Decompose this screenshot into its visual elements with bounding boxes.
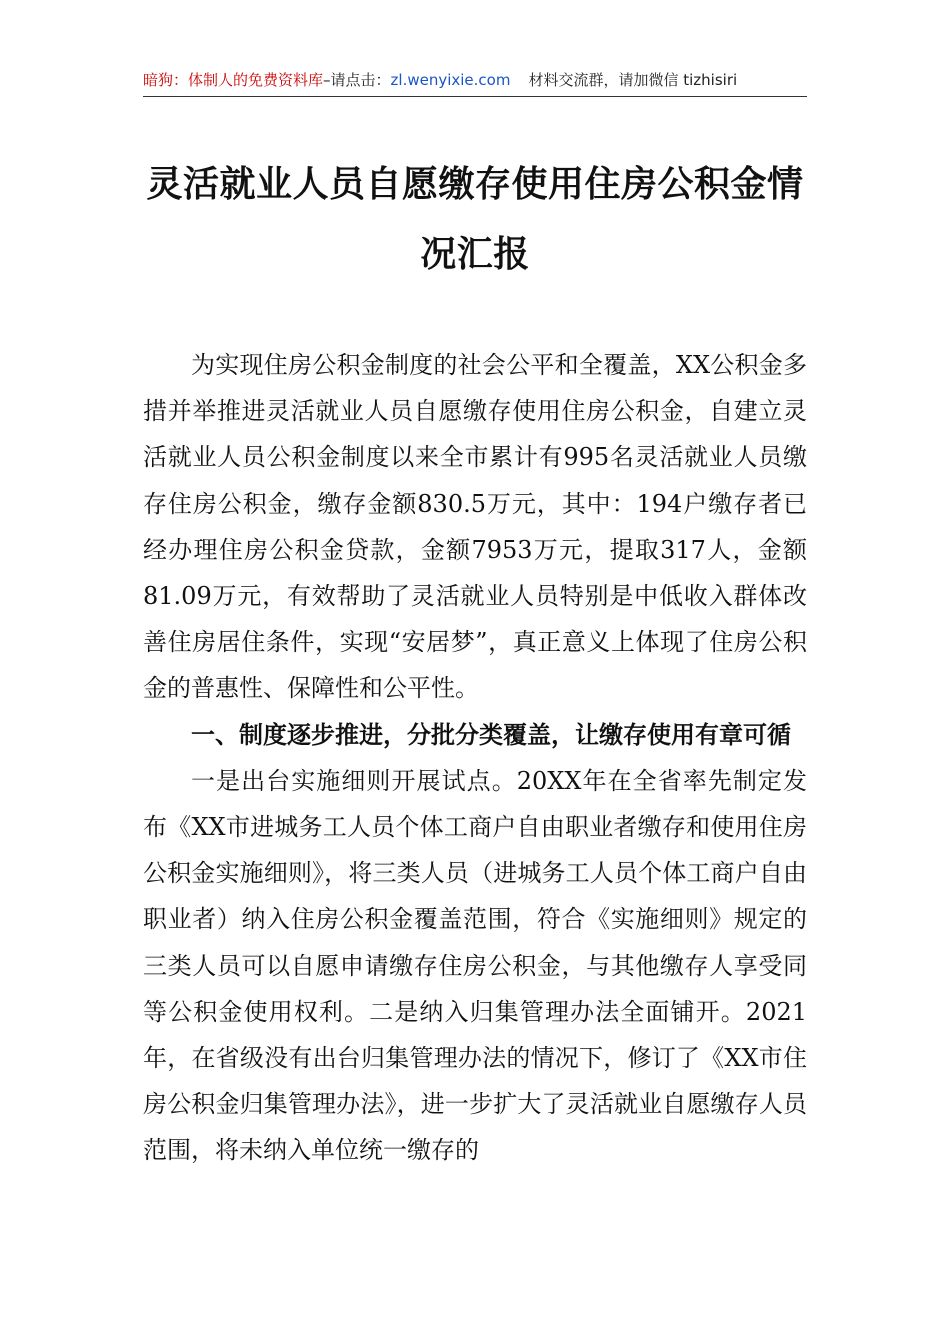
document-body xyxy=(143,342,807,1174)
document-title: 灵活就业人员自愿缴存使用住房公积金情况汇报 xyxy=(146,164,804,275)
header-site-link[interactable]: zl.wenyixie.com xyxy=(390,71,511,89)
header-site-prefix: 暗狗：体制人的免费资料库 xyxy=(143,71,324,89)
header-contact-text: 材料交流群，请加微信 tizhisiri xyxy=(528,71,738,89)
header-divider xyxy=(143,96,807,97)
section-1-paragraph: 一是出台实施细则开展试点。20XX年在全省率先制定发布《XX市进城务工人员个体工商户自由职业者缴存和使用住房公积金实施细则》，将三类人员（进城务工人员个体工商户自由职业者）纳入住房公积金覆盖范围，符合《实施细则》规定的三类人员可以自愿申请缴存住房公积金，与其他缴存人享受同等公积金使用权利。二是纳入归集管理办法全面铺开。2021年，在省级没有出台归集管理办法的情况下，修订了《XX市住房公积金归集管理办法》，进一步扩大了灵活就业自愿缴存人员范围，将未纳入单位统一缴存的 xyxy=(143,766,807,1165)
section-heading-1: 一、制度逐步推进，分批分类覆盖，让缴存使用有章可循 xyxy=(191,720,791,749)
header-click-prompt: –请点击： xyxy=(323,71,391,89)
watermark-header xyxy=(143,66,807,94)
intro-paragraph: 为实现住房公积金制度的社会公平和全覆盖，XX公积金多措并举推进灵活就业人员自愿缴存使用住房公积金，自建立灵活就业人员公积金制度以来全市累计有995名灵活就业人员缴存住房公积金，缴存金额830.5万元，其中：194户缴存者已经办理住房公积金贷款，金额7953万元，提取317人，金额81.09万元，有效帮助了灵活就业人员特别是中低收入群体改善住房居住条件，实现“安居梦”，真正意义上体现了住房公积金的普惠性、保障性和公平性。 xyxy=(143,351,807,703)
